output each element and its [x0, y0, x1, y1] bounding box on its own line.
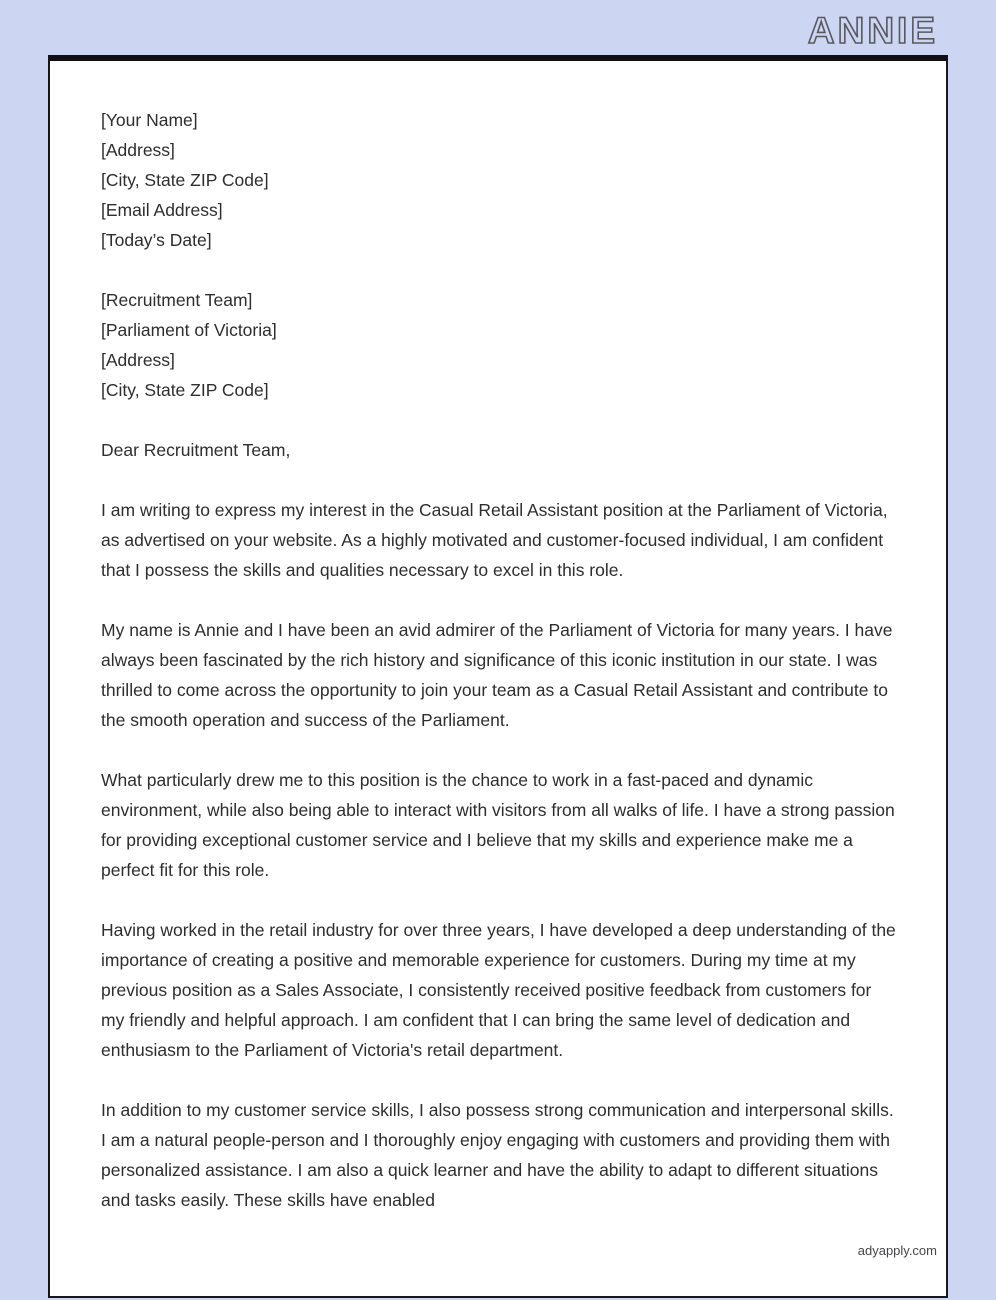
sender-city-state-zip: [City, State ZIP Code] — [101, 170, 269, 190]
sender-email: [Email Address] — [101, 200, 223, 220]
sender-name: [Your Name] — [101, 110, 198, 130]
salutation-line: Dear Recruitment Team, — [101, 440, 291, 460]
recipient-team: [Recruitment Team] — [101, 290, 253, 310]
letter-page — [48, 55, 948, 1298]
salutation — [101, 435, 896, 465]
paragraph-experience: Having worked in the retail industry for over three years, I have developed a deep understanding of the importance of creating a positive and memorable experience for customers. During my time at my previous position as a Sales Associate, I consistently received positive feedback from customers for my friendly and helpful approach. I am confident that I can bring the same level of dedication and enthusiasm to the Parliament of Victoria's retail department. — [101, 920, 896, 1060]
recipient-block — [101, 285, 896, 405]
paragraph-intro: I am writing to express my interest in the Casual Retail Assistant position at the Parliament of Victoria, as advertised on your website. As a highly motivated and customer-focused individual, I am confident that I possess the skills and qualities necessary to excel in this role. — [101, 500, 888, 580]
sender-address: [Address] — [101, 140, 175, 160]
paragraph-motivation: What particularly drew me to this position is the chance to work in a fast-paced and dynamic environment, while also being able to interact with visitors from all walks of life. I have a strong passion for providing exceptional customer service and I believe that my skills and experience make me a perfect fit for this role. — [101, 770, 895, 880]
paragraph-background: My name is Annie and I have been an avid admirer of the Parliament of Victoria for many years. I have always been fascinated by the rich history and significance of this iconic institution in our state. I was thrilled to come across the opportunity to join your team as a Casual Retail Assistant and contribute to the smooth operation and success of the Parliament. — [101, 620, 893, 730]
brand-logo: ANNIE — [807, 10, 938, 51]
paragraph-skills: In addition to my customer service skills, I also possess strong communication and interpersonal skills. I am a natural people-person and I thoroughly enjoy engaging with customers and providing them with personalized assistance. I am also a quick learner and have the ability to adapt to different situations and tasks easily. These skills have enabled — [101, 1100, 894, 1210]
recipient-city-state-zip: [City, State ZIP Code] — [101, 380, 269, 400]
recipient-address: [Address] — [101, 350, 175, 370]
letter-body — [50, 61, 946, 1215]
watermark: adyapply.com — [857, 1243, 937, 1258]
sender-block — [101, 105, 896, 255]
recipient-organization: [Parliament of Victoria] — [101, 320, 277, 340]
letter-date: [Today’s Date] — [101, 230, 212, 250]
